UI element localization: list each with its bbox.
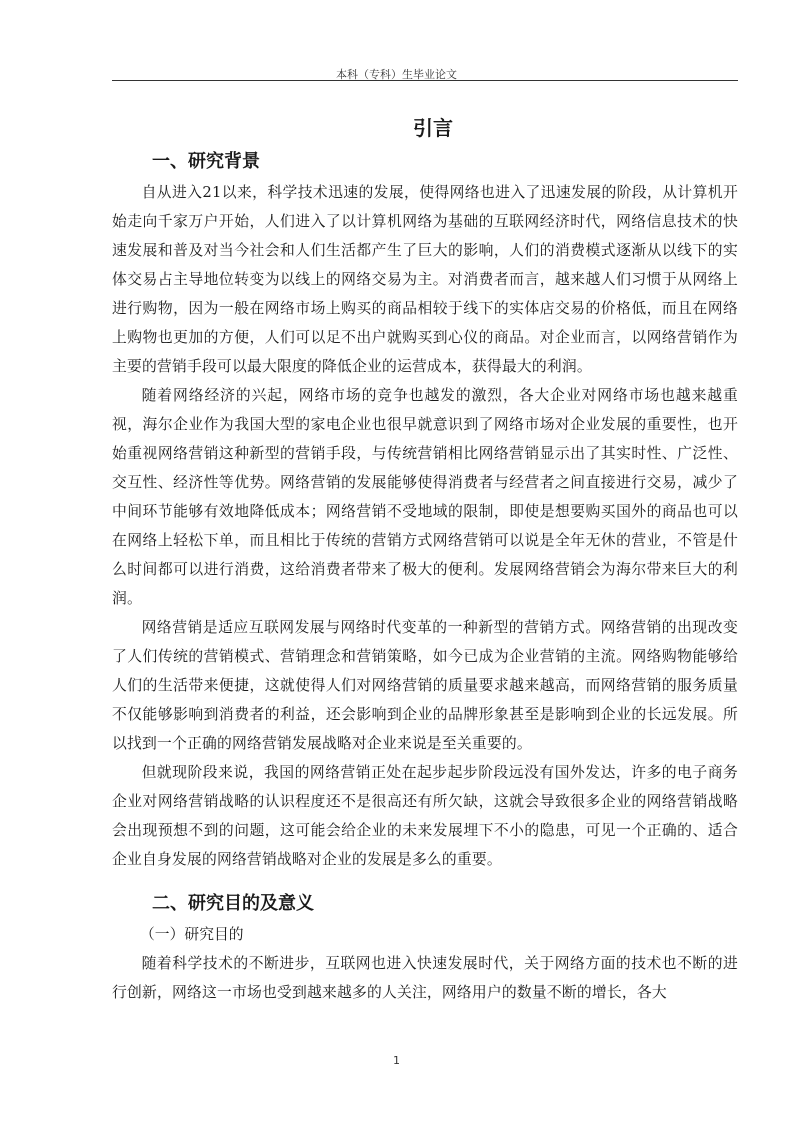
subsection-heading: （一）研究目的: [140, 926, 244, 943]
paragraph: 自从进入21以来，科学技术迅速的发展，使得网络也进入了迅速发展的阶段，从计算机开始走向千家万户开始，人们进入了以计算机网络为基础的互联网经济时代，网络信息技术的快速发展和普及对当今社会和人们生活都产生了巨大的影响，人们的消费模式逐渐从以线下的实体交易占主导地位转变为以线上的网络交易为主。对消费者而言，越来越人们习惯于从网络上进行购物，因为一般在网络市场上购买的商品相较于线下的实体店交易的价格低，而且在网络上购物也更加的方便，人们可以足不出户就购买到心仪的商品。对企业而言，以网络营销作为主要的营销手段可以最大限度的降低企业的运营成本，获得最大的利润。: [112, 184, 738, 375]
paragraph: 随着科学技术的不断进步，互联网也进入快速发展时代，关于网络方面的技术也不断的进行创新，网络这一市场也受到越来越多的人关注，网络用户的数量不断的增长，各大: [112, 955, 738, 1001]
page-number: 1: [393, 1054, 400, 1067]
section-heading-purpose: 二、研究目的及意义: [152, 893, 314, 914]
section-heading-background: 一、研究背景: [152, 151, 260, 172]
paragraph: 网络营销是适应互联网发展与网络时代变革的一种新型的营销方式。网络营销的出现改变了人们传统的营销模式、营销理念和营销策略，如今已成为企业营销的主流。网络购物能够给人们的生活带来便捷，这就使得人们对网络营销的质量要求越来越高，而网络营销的服务质量不仅能够影响到消费者的利益，还会影响到企业的品牌形象甚至是影响到企业的长远发展。所以找到一个正确的网络营销发展战略对企业来说是至关重要的。: [112, 619, 738, 752]
header-divider: [112, 80, 738, 81]
paragraph: 但就现阶段来说，我国的网络营销正处在起步起步阶段远没有国外发达，许多的电子商务企业对网络营销战略的认识程度还不是很高还有所欠缺，这就会导致很多企业的网络营销战略会出现预想不到的问题，这可能会给企业的未来发展埋下不小的隐患，可见一个正确的、适合企业自身发展的网络营销战略对企业的发展是多么的重要。: [112, 764, 738, 868]
chapter-title: 引言: [413, 116, 453, 140]
running-header: 本科（专科）生毕业论文: [336, 68, 457, 81]
paragraph: 随着网络经济的兴起，网络市场的竞争也越发的激烈，各大企业对网络市场也越来越重视，海尔企业作为我国大型的家电企业也很早就意识到了网络市场对企业发展的重要性，也开始重视网络营销这种新型的营销手段，与传统营销相比网络营销显示出了其实时性、广泛性、交互性、经济性等优势。网络营销的发展能够使得消费者与经营者之间直接进行交易，减少了中间环节能够有效地降低成本；网络营销不受地域的限制，即使是想要购买国外的商品也可以在网络上轻松下单，而且相比于传统的营销方式网络营销可以说是全年无休的营业，不管是什么时间都可以进行消费，这给消费者带来了极大的便利。发展网络营销会为海尔带来巨大的利润。: [112, 387, 738, 607]
page-body: [112, 110, 738, 1007]
